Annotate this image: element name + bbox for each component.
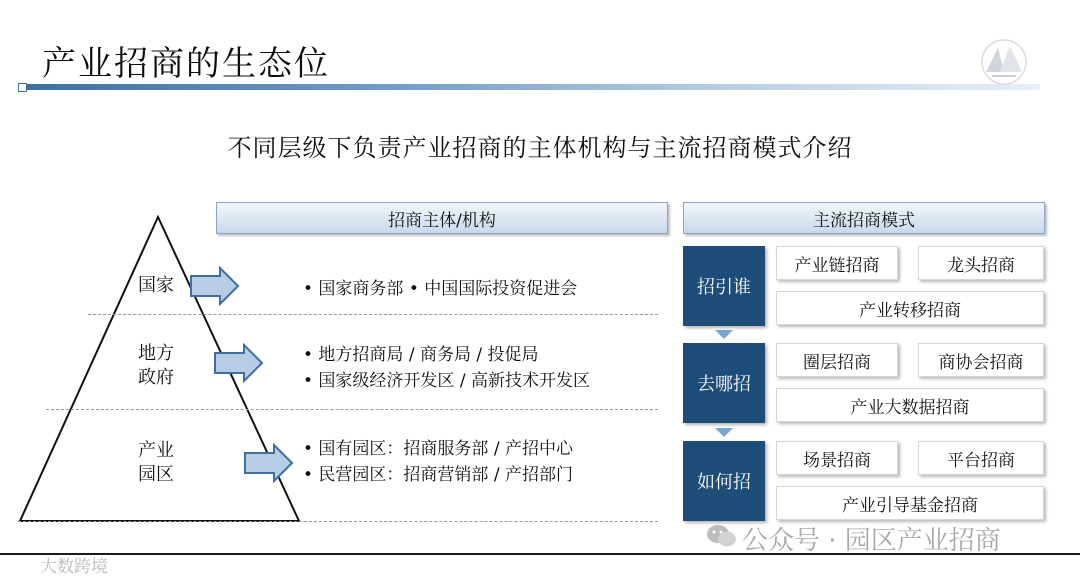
level-label-industrial-park: 产业 园区: [138, 440, 174, 485]
diagram-subtitle: 不同层级下负责产业招商的主体机构与主流招商模式介绍: [227, 134, 853, 162]
title-underline: [22, 84, 1040, 90]
mode-box: 圈层招商: [776, 343, 898, 377]
agency-item: • 国家级经济开发区 / 高新技术开发区: [303, 371, 590, 391]
mode-box: 商协会招商: [918, 343, 1044, 377]
right-arrow-icon: [244, 443, 294, 483]
level-label-national: 国家: [138, 275, 174, 296]
agency-item: • 地方招商局 / 商务局 / 投促局: [303, 345, 539, 365]
stage-how-to-attract: 如何招: [683, 441, 765, 521]
wechat-icon: [706, 522, 738, 550]
down-triangle-icon: [715, 428, 733, 437]
page-title: 产业招商的生态位: [42, 44, 330, 84]
right-arrow-icon: [214, 343, 264, 383]
stage-where-to-attract: 去哪招: [683, 343, 765, 423]
mode-box: 产业大数据招商: [776, 388, 1044, 422]
down-triangle-icon: [715, 330, 733, 339]
corner-watermark: 大数跨境: [40, 557, 108, 577]
stage-who-to-attract: 招引谁: [683, 246, 765, 326]
wechat-watermark: 公众号 · 园区产业招商: [742, 526, 1001, 556]
mode-box: 产业转移招商: [776, 291, 1044, 325]
header-agencies: 招商主体/机构: [216, 202, 668, 234]
mode-box: 产业引导基金招商: [776, 486, 1044, 520]
level-separator: [88, 314, 658, 315]
agency-item: • 民营园区：招商营销部 / 产招部门: [303, 465, 573, 485]
mode-box: 平台招商: [918, 441, 1044, 475]
mode-box: 场景招商: [776, 441, 898, 475]
logo-icon: [980, 38, 1028, 86]
right-arrow-icon: [190, 266, 240, 306]
header-modes: 主流招商模式: [683, 202, 1045, 234]
level-separator: [46, 409, 658, 410]
mode-box: 产业链招商: [776, 246, 898, 280]
agency-item: • 国家商务部 • 中国国际投资促进会: [303, 279, 578, 299]
title-underline-marker: [18, 83, 27, 92]
agency-item: • 国有园区：招商服务部 / 产招中心: [303, 439, 573, 459]
level-label-local-government: 地方 政府: [138, 343, 174, 388]
mode-box: 龙头招商: [918, 246, 1044, 280]
level-separator: [18, 521, 658, 522]
